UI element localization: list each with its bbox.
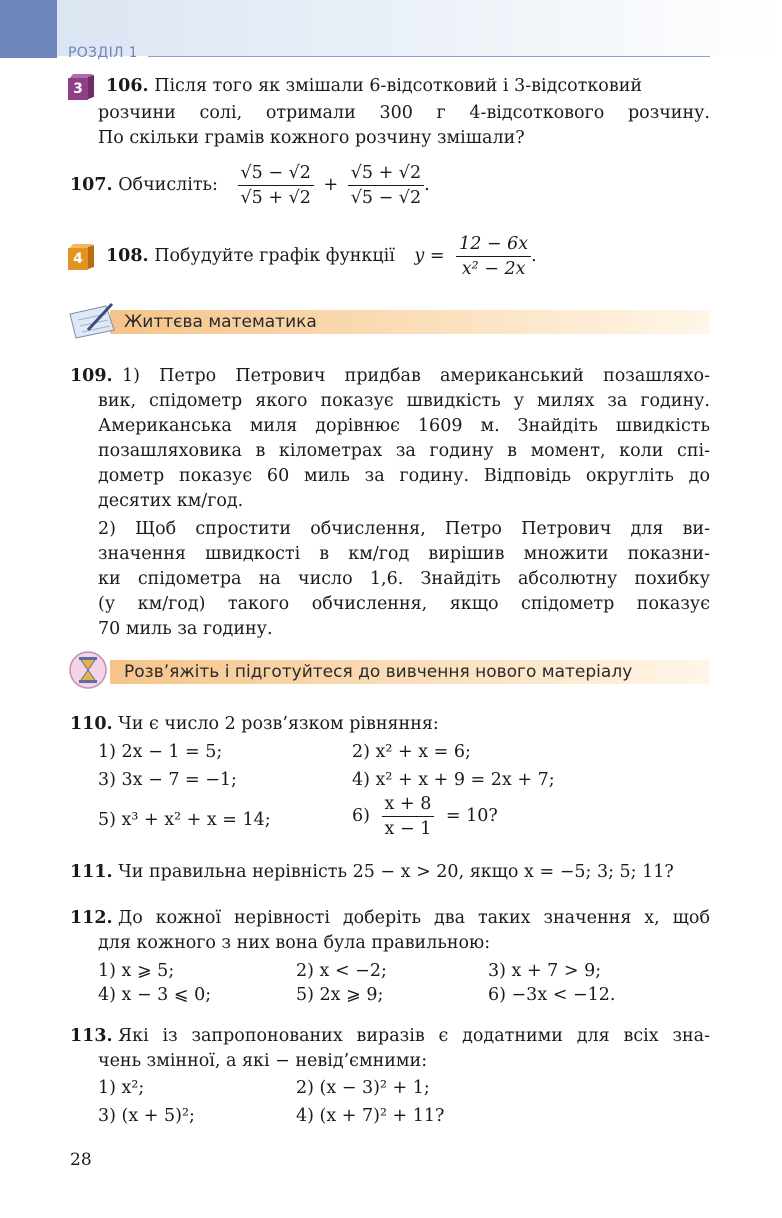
expression-1: 1) x²; — [98, 1078, 145, 1098]
problem-109-line-1 — [70, 366, 113, 386]
notebook-pen-icon — [66, 300, 122, 340]
inequality-2: 2) x < −2; — [296, 961, 387, 981]
problem-112-line-2: для кожного з них вона була правильною: — [98, 933, 491, 953]
expression-2: 2) (x − 3)² + 1; — [296, 1078, 430, 1098]
problem-110: 110. Чи є число 2 розв’язком рівняння: — [70, 714, 439, 734]
problem-109-part2-line-5: 70 миль за годину. — [98, 619, 273, 639]
equation-3: 3) 3x − 7 = −1; — [98, 770, 237, 790]
inequality-5: 5) 2x ⩾ 9; — [296, 985, 384, 1005]
fraction-2: $\frac{√5 + √2}{√5 - √2}$ — [348, 163, 424, 208]
problem-number: 110. — [70, 714, 113, 734]
problem-number: 113. — [70, 1026, 113, 1046]
problem-106-line-1: 106. Після того як змішали 6-відсотковий і 3-відсотковий — [106, 76, 643, 96]
problem-number: 107. — [70, 175, 113, 195]
problem-109-line-1-text: 1) Петро Петрович придбав американський позашляхо- — [122, 366, 710, 386]
equation-1: 1) 2x − 1 = 5; — [98, 742, 223, 762]
problem-106-line-2: розчини солі, отримали 300 г 4-відсоткового розчину. — [98, 103, 710, 123]
equation-2: 2) x² + x = 6; — [352, 742, 471, 762]
function-fraction: $\frac{12 - 6x}{\text{x² − 2x}}$ — [456, 234, 531, 279]
problem-number: 109. — [70, 366, 113, 386]
problem-number: 106. — [106, 76, 149, 96]
level-4-icon: 4 — [68, 244, 94, 272]
problem-number: 108. — [106, 246, 149, 266]
problem-107: 107. Обчисліть: $\frac{√5 - √2}{√5 + √2}$ + $\frac{√5 + √2}{√5 - √2}$ . — [70, 163, 430, 208]
problem-111: 111. Чи правильна нерівність 25 − x > 20, якщо x = −5; 3; 5; 11? — [70, 862, 674, 882]
equation-6-fraction: $\frac{x + 8}{x - 1}$ — [382, 794, 435, 839]
problem-106-line-3: По скільки грамів кожного розчину змішали? — [98, 128, 525, 148]
problem-109-line-2: вик, спідометр якого показує швидкість у милях за годину. — [98, 391, 710, 411]
equation-6: 6) $\frac{x + 8}{x - 1}$ = 10? — [352, 794, 498, 839]
equation-4: 4) x² + x + 9 = 2x + 7; — [352, 770, 555, 790]
expression-4: 4) (x + 7)² + 11? — [296, 1106, 445, 1126]
banner-title: Життєва математика — [124, 312, 317, 332]
problem-113-line-1-text: Які із запропонованих виразів є додатними для всіх зна- — [118, 1026, 710, 1046]
inequality-1: 1) x ⩾ 5; — [98, 961, 175, 981]
inequality-6: 6) −3x < −12. — [488, 985, 616, 1005]
problem-113-line-2: чень змінної, а які − невід’ємними: — [98, 1051, 428, 1071]
section-banner-prepare — [66, 660, 710, 686]
problem-112-line-1-text: До кожної нерівності доберіть два таких значення x, щоб — [118, 908, 710, 928]
inequality-3: 3) x + 7 > 9; — [488, 961, 602, 981]
problem-109-line-5: дометр показує 60 миль за годину. Відповідь округліть до — [98, 466, 710, 486]
problem-109-line-6: десятих км/год. — [98, 491, 244, 511]
section-label: РОЗДІЛ 1 — [68, 45, 138, 61]
problem-109-line-3: Американська миля дорівнює 1609 м. Знайдіть швидкість — [98, 416, 710, 436]
problem-112-line-1 — [70, 908, 113, 928]
expression-3: 3) (x + 5)²; — [98, 1106, 195, 1126]
problem-number: 112. — [70, 908, 113, 928]
equation-5: 5) x³ + x² + x = 14; — [98, 810, 271, 830]
banner-title: Розв’яжіть і підготуйтеся до вивчення нового матеріалу — [124, 662, 633, 682]
chapter-tab — [0, 0, 57, 58]
problem-109-part2-line-1: 2) Щоб спростити обчислення, Петро Петрович для ви- — [98, 519, 710, 539]
problem-number: 111. — [70, 862, 113, 882]
page-number: 28 — [70, 1150, 92, 1170]
problem-108: 108. Побудуйте графік функції y = $\frac{12 - 6x}{\text{x² − 2x}}$ . — [106, 234, 537, 279]
header-divider — [148, 56, 710, 57]
problem-109-part2-line-3: ки спідометра на число 1,6. Знайдіть абсолютну похибку — [98, 569, 710, 589]
problem-109-line-4: позашляховика в кілометрах за годину в момент, коли спі- — [98, 441, 710, 461]
problem-109-part2-line-2: значення швидкості в км/год вирішив множити показни- — [98, 544, 710, 564]
fraction-1: $\frac{√5 - √2}{√5 + √2}$ — [238, 163, 314, 208]
level-3-icon: 3 — [68, 74, 94, 102]
hourglass-icon — [68, 650, 108, 690]
problem-109-part2-line-4: (у км/год) такого обчислення, якщо спідометр показує — [98, 594, 710, 614]
inequality-4: 4) x − 3 ⩽ 0; — [98, 985, 212, 1005]
problem-113-line-1 — [70, 1026, 113, 1046]
section-banner-life-math — [66, 310, 710, 336]
